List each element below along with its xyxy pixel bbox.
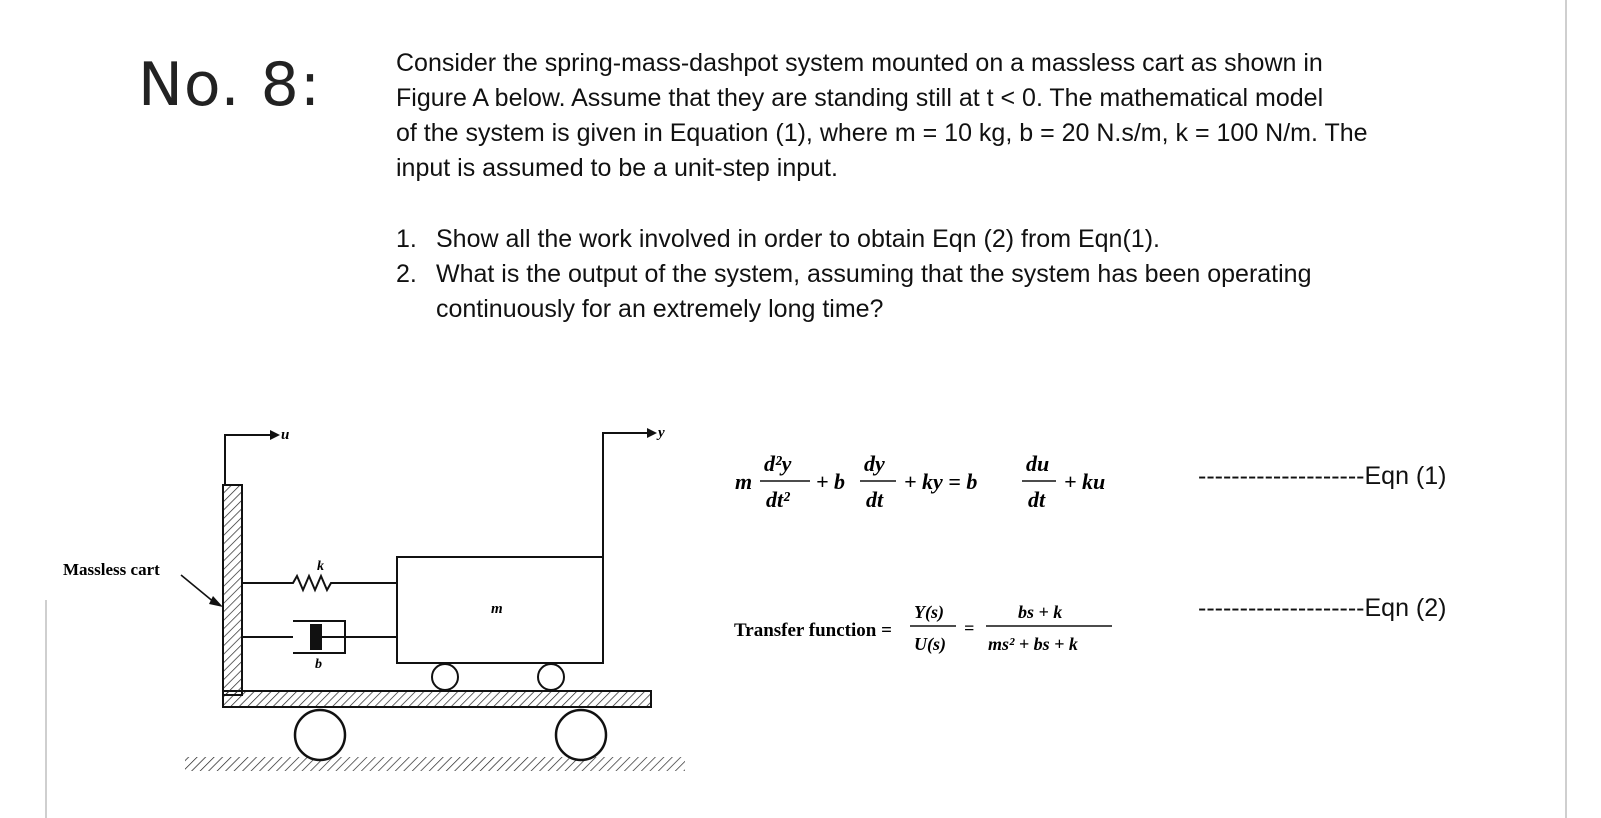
input-arrowhead — [270, 430, 280, 440]
equation-1-tag: --------------------Eqn (1) — [1198, 462, 1447, 490]
cart-platform — [223, 691, 651, 707]
output-arrow — [603, 433, 647, 557]
wheel-left — [295, 710, 345, 760]
equation-1-svg — [730, 445, 1150, 525]
cart-pointer — [181, 575, 215, 603]
statement-line: Consider the spring-mass-dashpot system mounted on a massless cart as shown in — [396, 49, 1323, 77]
mass-wheel-left — [432, 664, 458, 690]
eq1-dt-b: dt — [1028, 487, 1046, 512]
question-list — [396, 222, 1396, 327]
question-item — [396, 222, 1396, 257]
cart-wall — [223, 485, 242, 695]
spring — [242, 576, 397, 590]
eq1-dt2: dt² — [766, 487, 790, 512]
figure-a — [55, 415, 695, 795]
eq2-Us: U(s) — [914, 634, 946, 654]
eq1-d2y: d²y — [764, 451, 792, 476]
question-text: What is the output of the system, assuming that the system has been operating continuously for an extremely long time? — [436, 260, 1312, 323]
statement-line: of the system is given in Equation (1), where m = 10 kg, b = 20 N.s/m, k = 100 N/m. The — [396, 119, 1368, 147]
damper-label: b — [315, 657, 322, 672]
question-item — [396, 257, 1396, 327]
cart-label: Massless cart — [63, 560, 160, 579]
eq1-dt-a: dt — [866, 487, 884, 512]
eq2-den: ms² + bs + k — [988, 634, 1078, 654]
input-label: u — [281, 427, 290, 443]
equation-2-svg — [730, 592, 1130, 662]
cart-pointer-head — [209, 596, 223, 607]
question-text: Show all the work involved in order to obtain Eqn (2) from Eqn(1). — [436, 225, 1160, 253]
statement-line: Figure A below. Assume that they are standing still at t < 0. The mathematical model — [396, 84, 1324, 112]
wheel-right — [556, 710, 606, 760]
eq1-m: m — [735, 469, 753, 494]
problem-statement — [396, 46, 1440, 186]
eq1-plus-ky-b: + ky = b — [904, 469, 978, 494]
spring-label: k — [317, 559, 324, 574]
question-number: 2. — [396, 260, 417, 288]
eq2-eq: = — [964, 618, 975, 638]
eq1-du: du — [1026, 451, 1050, 476]
mass-wheel-right — [538, 664, 564, 690]
cart-diagram — [55, 415, 695, 795]
equation-2-tag: --------------------Eqn (2) — [1198, 594, 1447, 622]
page-border-right — [1565, 0, 1567, 818]
eq1-plus-b: + b — [816, 469, 846, 494]
output-arrowhead — [647, 428, 657, 438]
output-label: y — [658, 425, 665, 441]
question-number: 1. — [396, 225, 417, 253]
mass-label: m — [491, 601, 503, 617]
eq1-dy: dy — [864, 451, 885, 476]
input-arrow — [225, 435, 270, 485]
equation-2 — [730, 592, 1130, 662]
problem-number: No. 8: — [138, 50, 322, 120]
eq1-plus-ku: + ku — [1064, 469, 1106, 494]
eq2-Ys: Y(s) — [914, 602, 944, 622]
page-border-left — [45, 600, 47, 818]
eq2-label: Transfer function = — [734, 620, 892, 641]
statement-line: input is assumed to be a unit-step input. — [396, 154, 838, 182]
eq2-num: bs + k — [1018, 602, 1063, 622]
dashpot-piston — [310, 624, 322, 650]
ground — [185, 757, 685, 771]
equation-1 — [730, 445, 1150, 525]
